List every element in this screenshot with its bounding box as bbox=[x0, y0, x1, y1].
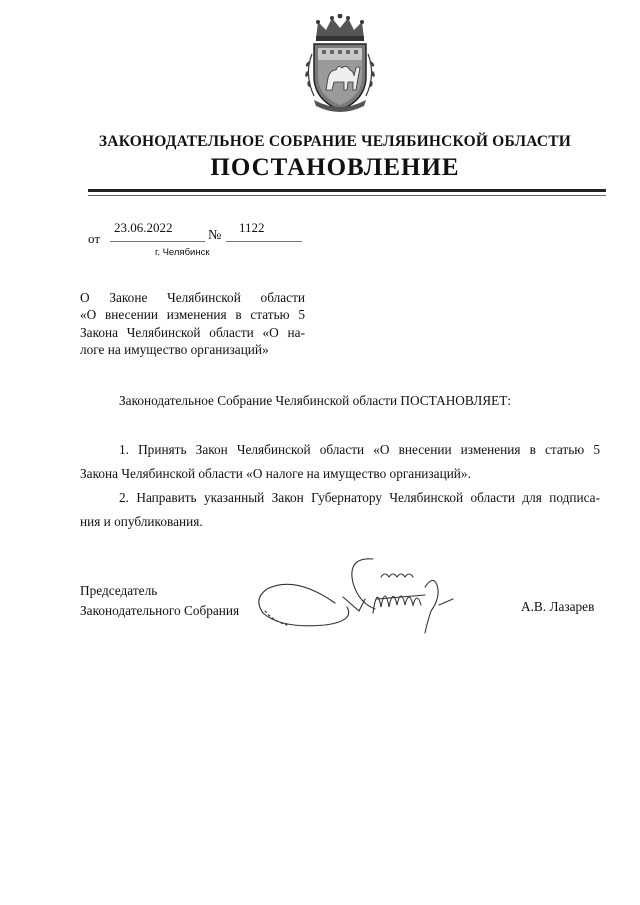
position-line: Председатель bbox=[80, 583, 158, 598]
item-line: ния и опубликования. bbox=[80, 514, 203, 529]
item-line: 1. Принять Закон Челябинской области «О внесении изменения в статью 5 bbox=[119, 442, 600, 457]
date-prefix-label: от bbox=[88, 231, 101, 246]
handwritten-signature bbox=[255, 555, 470, 635]
subject-line: О Законе Челябинской области bbox=[80, 290, 305, 305]
document-subject bbox=[80, 289, 305, 358]
resolution-item-1 bbox=[80, 438, 600, 486]
document-date: 23.06.2022 bbox=[114, 220, 173, 235]
subject-line: «О внесении изменения в статью 5 bbox=[80, 307, 305, 323]
signatory-name: А.В. Лазарев bbox=[521, 599, 595, 614]
position-line: Законодательного Собрания bbox=[80, 603, 240, 618]
signatory-position bbox=[80, 581, 239, 621]
resolution-item-2 bbox=[80, 486, 600, 534]
header-rule-thick bbox=[88, 189, 606, 192]
subject-line: Закона Челябинской области «О на- bbox=[80, 324, 305, 340]
header-rule-thin bbox=[88, 195, 606, 196]
preamble-text: Законодательное Собрание Челябинской области ПОСТАНОВЛЯЕТ: bbox=[119, 393, 512, 408]
city-label: г. Челябинск bbox=[155, 247, 210, 258]
number-underline bbox=[226, 241, 302, 242]
document-number: 1122 bbox=[239, 220, 265, 235]
organization-title: ЗАКОНОДАТЕЛЬНОЕ СОБРАНИЕ ЧЕЛЯБИНСКОЙ ОБЛАСТИ bbox=[98, 133, 572, 150]
date-underline bbox=[110, 241, 205, 242]
subject-line: логе на имущество организаций» bbox=[80, 341, 269, 357]
item-line: 2. Направить указанный Закон Губернатору Челябинской области для подписа- bbox=[119, 490, 600, 505]
document-type-title: ПОСТАНОВЛЕНИЕ bbox=[210, 154, 460, 181]
item-line: Закона Челябинской области «О налоге на имущество организаций». bbox=[80, 466, 471, 481]
number-sign-label: № bbox=[208, 228, 222, 243]
chelyabinsk-coat-of-arms-icon bbox=[298, 14, 382, 114]
